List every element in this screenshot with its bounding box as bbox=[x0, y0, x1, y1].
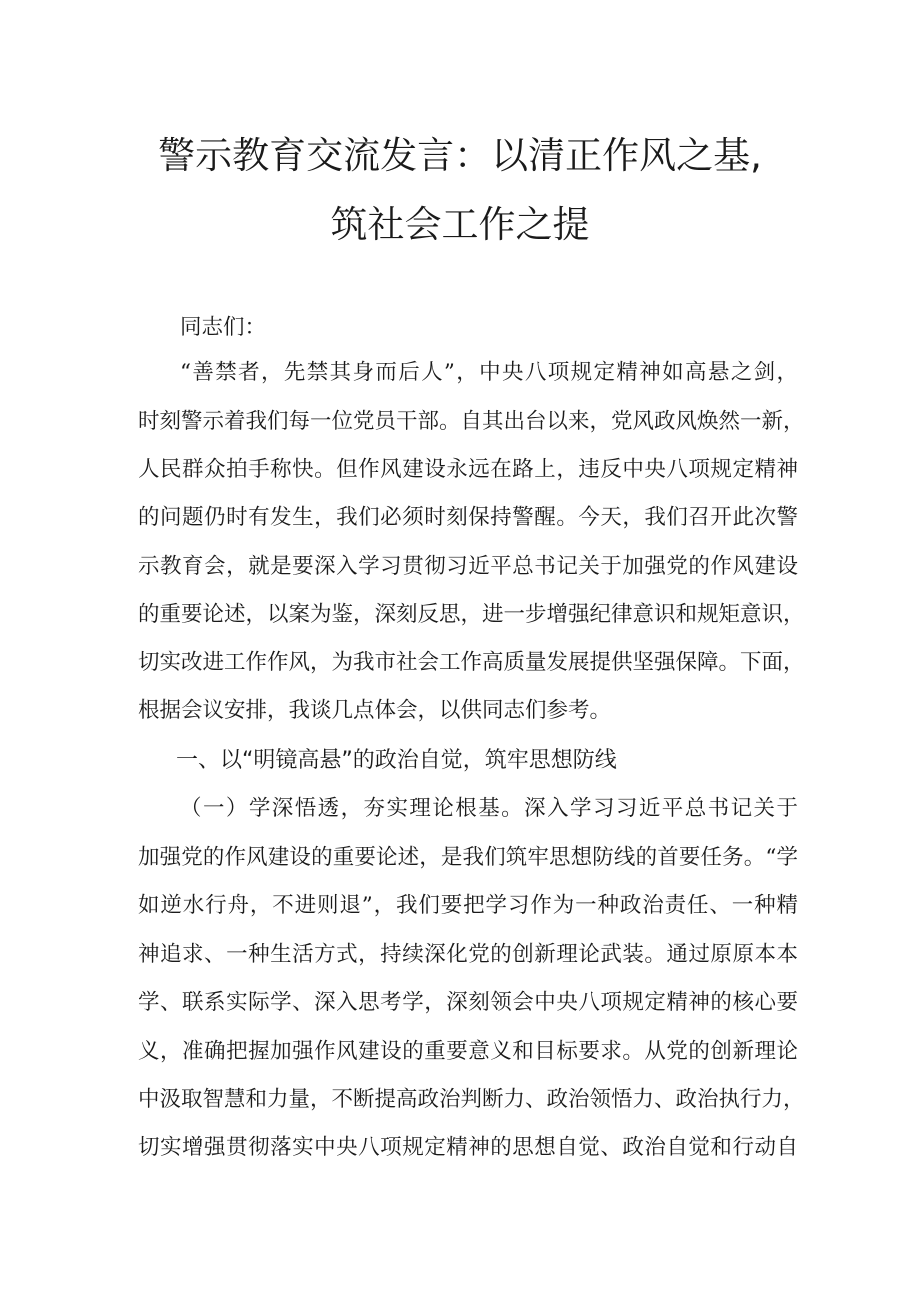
paragraph-2-line-1: 加强党的作风建设的重要论述，是我们筑牢思想防线的首要任务。“学 bbox=[138, 845, 798, 870]
paragraph-1-line-5: 示教育会，就是要深入学习贯彻习近平总书记关于加强党的作风建设 bbox=[138, 554, 798, 579]
paragraph-1-line-6: 的重要论述，以案为鉴，深刻反思，进一步增强纪律意识和规矩意识， bbox=[138, 602, 805, 627]
paragraph-1-line-2: 时刻警示着我们每一位党员干部。自其出台以来，党风政风焕然一新， bbox=[138, 409, 805, 434]
paragraph-2-line-6: 中汲取智慧和力量，不断提高政治判断力、政治领悟力、政治执行力， bbox=[138, 1087, 805, 1112]
subsection-1-first-line bbox=[180, 794, 798, 824]
section-1-heading: 一、以“明镜高悬”的政治自觉，筑牢思想防线 bbox=[176, 748, 617, 773]
paragraph-1-line-4: 的问题仍时有发生，我们必须时刻保持警醒。今天，我们召开此次警 bbox=[138, 505, 798, 530]
subsection-1-first-rest: 深入学习习近平总书记关于 bbox=[524, 796, 798, 821]
paragraph-2-line-7: 切实增强贯彻落实中央八项规定精神的思想自觉、政治自觉和行动自 bbox=[138, 1135, 798, 1160]
salutation: 同志们： bbox=[180, 315, 267, 340]
paragraph-2-line-5: 义，准确把握加强作风建设的重要意义和目标要求。从党的创新理论 bbox=[138, 1039, 798, 1064]
paragraph-2-line-2: 如逆水行舟，不进则退”，我们要把学习作为一种政治责任、一种精 bbox=[138, 893, 798, 918]
document-title-line-2: 筑社会工作之提 bbox=[330, 203, 590, 246]
document-title-line-1: 警示教育交流发言：以清正作风之基, bbox=[158, 134, 762, 177]
paragraph-2-line-3: 神追求、一种生活方式，持续深化党的创新理论武装。通过原原本本 bbox=[138, 942, 798, 967]
paragraph-1-line-3: 人民群众拍手称快。但作风建设永远在路上，违反中央八项规定精神 bbox=[138, 457, 798, 482]
paragraph-1-line-8: 根据会议安排，我谈几点体会，以供同志们参考。 bbox=[138, 698, 612, 723]
paragraph-2-line-4: 学、联系实际学、深入思考学，深刻领会中央八项规定精神的核心要 bbox=[138, 990, 798, 1015]
paragraph-1-line-1: “善禁者，先禁其身而后人”，中央八项规定精神如高悬之剑， bbox=[180, 360, 798, 385]
paragraph-1-line-7: 切实改进工作作风，为我市社会工作高质量发展提供坚强保障。下面， bbox=[138, 650, 805, 675]
subsection-1-lead: （一）学深悟透，夯实理论根基。 bbox=[180, 796, 525, 821]
